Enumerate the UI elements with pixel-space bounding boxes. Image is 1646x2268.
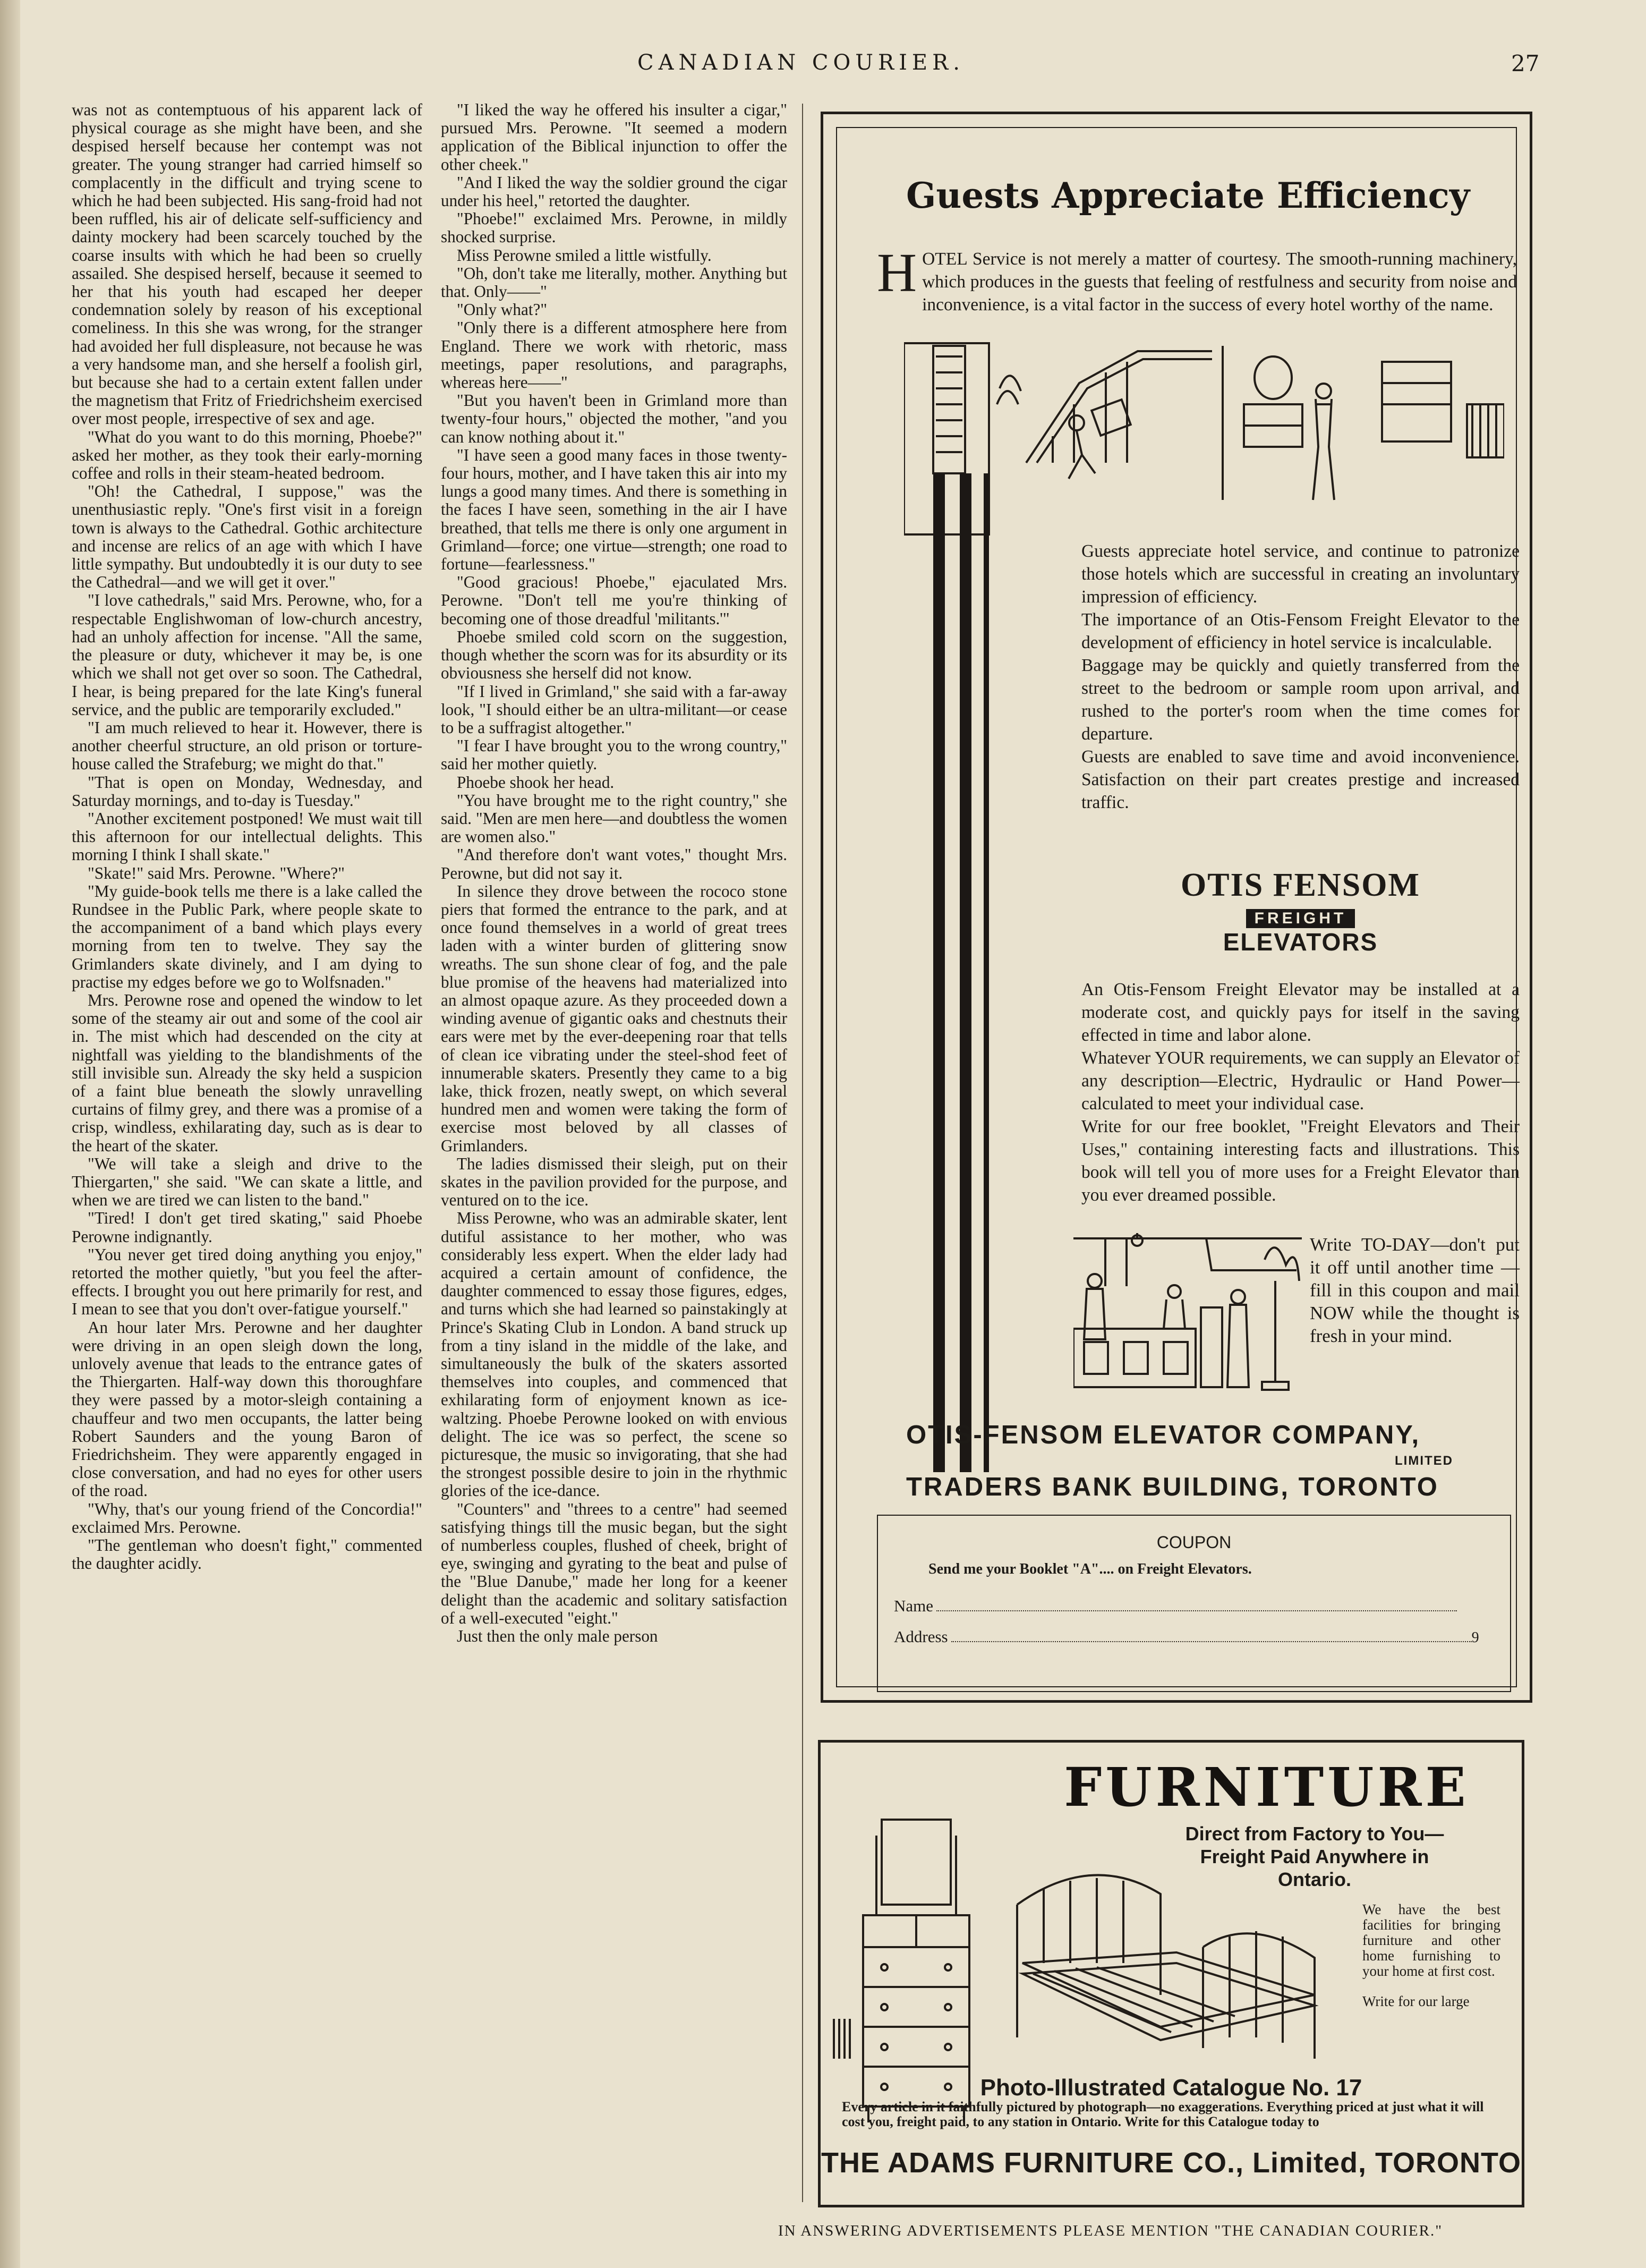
ad-paragraph: Write for our free booklet, "Freight Elevators and Their Uses," containing interesting facts and illustrations. This book will tell you of more uses for a Freight Elevator than you ever dreamed possible.: [1081, 1117, 1520, 1205]
furniture-ad-sidebar: [1362, 1902, 1500, 2024]
story-paragraph: was not as contemptuous of his apparent lack of physical courage as she might have been, and she despised herself because her contempt was not greater. The young stranger had carried himself so complacently in the difficult and trying scene to which he had been subjected. His sang-froid had not been ruffled, his air of delicate self-sufficiency and dainty mockery had been scarcely touched by the coarse insults with which he had been so cruelly assailed. She despised herself, because it seemed to her that his youth had escaped her deeper condemnation solely by reason of his exceptional comeliness. In this she was wrong, for the stranger had avoided her full displeasure, not because he was a very handsome man, and she herself a foolish girl, but because she had to a certain extent fallen under the magnetism that Fritz of Friedrichsheim exercised over most people, irrespective of sex and age.: [72, 100, 422, 428]
catalogue-title: Photo-Illustrated Catalogue No. 17: [980, 2075, 1362, 2101]
ad-intro-text: OTEL Service is not merely a matter of courtesy. The smooth-running machinery, which produces in the guests that feeling of restfulness and security from noise and inconvenience, is a vital factor in the success of every hotel worthy of the name.: [922, 249, 1517, 315]
story-paragraph: "You never get tired doing anything you enjoy," retorted the mother quietly, "but you feel the after-effects. I brought you out here primarily for rest, and I mean to see that you don't over-fatigue yourself.": [72, 1245, 422, 1319]
ad-paragraph: The importance of an Otis-Fensom Freight Elevator to the development of efficiency in hotel service is incalculable.: [1081, 610, 1520, 652]
story-paragraph: "We will take a sleigh and drive to the Thiergarten," she said. "We can skate a little, and when we are tired we can listen to the band.": [72, 1154, 422, 1210]
story-paragraph: Just then the only male person: [457, 1627, 658, 1646]
coupon-request-line: Send me your Booklet "A".... on Freight Elevators.: [928, 1561, 1252, 1577]
company-limited: LIMITED: [1395, 1454, 1453, 1468]
brass-bed-illustration: [1001, 1836, 1331, 2064]
hotel-office-illustration: [1073, 1233, 1302, 1392]
furniture-ad-title: FURNITURE: [1064, 1756, 1470, 1819]
catalogue-description: Every article in it faithfully pictured by photograph—no exaggerations. Everything priced at just what it will cost you, freight paid, to any station in Ontario. Write for this Catalogue today to: [842, 2099, 1484, 2129]
page-number: 27: [1511, 50, 1540, 77]
ad-body: [1081, 540, 1520, 814]
story-paragraph: Miss Perowne smiled a little wistfully.: [457, 245, 712, 265]
ad-headline: Guests Appreciate Efficiency: [906, 175, 1470, 216]
ad-paragraph: Guests appreciate hotel service, and continue to patronize those hotels which are successful in creating an involuntary impression of efficiency.: [1081, 541, 1520, 607]
adams-furniture-ad: [818, 1740, 1524, 2207]
story-paragraph: "I am much relieved to hear it. However, there is another cheerful structure, an old prison or torture-house called the Strafeburg; we might do that.": [72, 718, 422, 774]
story-paragraph: "Phoebe!" exclaimed Mrs. Perowne, in mildly shocked surprise.: [441, 209, 787, 247]
story-paragraph: Phoebe smiled cold scorn on the suggestion, though whether the scorn was for its absurdity or its obviousness she herself did not know.: [441, 627, 787, 683]
story-paragraph: "That is open on Monday, Wednesday, and Saturday mornings, and to-day is Tuesday.": [72, 772, 422, 810]
story-paragraph: "I have seen a good many faces in those twenty-four hours, mother, and I have taken this air into my lungs a good many times. And there is something in the faces I have seen, something in the air I have breathed, that tells me there is only one argument in Grimland—force; one virtue—strength; one road to fortune—fearlessness.": [441, 445, 787, 574]
story-paragraph: "Why, that's our young friend of the Concordia!" exclaimed Mrs. Perowne.: [72, 1499, 422, 1536]
story-paragraph: "My guide-book tells me there is a lake called the Rundsee in the Public Park, where people skate to the accompaniment of a band which plays every morning from ten to twelve. They say the Grimlanders skate divinely, and I am dying to practise my edges before we go to Wolfsnaden.": [72, 881, 422, 991]
story-column-2: [441, 101, 787, 1645]
story-paragraph: Miss Perowne, who was an admirable skater, lent dutiful assistance to her mother, who was considerably less expert. When the elder lady had acquired a certain amount of confidence, the daughter commenced to essay those figures, edges, and turns which she had learned so painstakingly at Prince's Skating Club in London. A band struck up from a tiny island in the middle of the lake, and simultaneously the bulk of the skaters assorted themselves into couples, and commenced that exhilarating form of enjoyment known as ice-waltzing. Phoebe Perowne looked on with envious delight. The ice was so perfect, the scene so picturesque, the music so invigorating, that she had the strongest possible desire to join in the rhythmic glories of the ice-dance.: [441, 1209, 787, 1500]
story-paragraph: "Another excitement postponed! We must wait till this afternoon for our intellectual delights. This morning I think I shall skate.": [72, 809, 422, 864]
furniture-company-name: THE ADAMS FURNITURE CO., Limited, TORONTO: [821, 2147, 1521, 2179]
story-paragraph: "Oh! the Cathedral, I suppose," was the unenthusiastic reply. "One's first visit in a foreign town is always to the Cathedral. Gothic architecture and incense are relics of an age with which I have little sympathy. But undoubtedly it is our duty to see the Cathedral—and we will get it over.": [72, 482, 422, 592]
story-paragraph: "Counters" and "threes to a centre" had seemed satisfying things till the music began, but the sight of numberless couples, flushed of cheek, bright of eye, swinging and gyrating to the beat and pulse of the "Blue Danube," made her long for a keener delight than the academic and solitary satisfaction of a well-executed "eight.": [441, 1499, 787, 1627]
story-paragraph: "Good gracious! Phoebe," ejaculated Mrs. Perowne. "Don't tell me you're thinking of becoming one of those dreadful 'militants.'": [441, 573, 787, 628]
elevator-shaft-illustration: [904, 341, 1000, 1477]
name-fill-line[interactable]: [936, 1610, 1457, 1611]
coupon-name-field[interactable]: [894, 1596, 1489, 1616]
story-paragraph: An hour later Mrs. Perowne and her daughter were driving in an open sleigh down the long, unlovely avenue that leads to the entrance gates of the Thiergarten. Half-way down this thoroughfare they were passed by a motor-sleigh containing a chauffeur and two men occupants, the latter being Robert Saunders and the young Baron of Friedrichsheim. They were apparently engaged in close conversation, and had no eyes for other users of the road.: [72, 1318, 422, 1500]
ad-body-2: [1081, 978, 1520, 1207]
company-address: TRADERS BANK BUILDING, TORONTO: [906, 1473, 1439, 1501]
story-paragraph: "Oh, don't take me literally, mother. Anything but that. Only——": [441, 264, 787, 301]
otis-fensom-ad: [821, 112, 1532, 1703]
story-paragraph: Phoebe shook her head.: [457, 772, 615, 792]
ad-paragraph: Guests are enabled to save time and avoid inconvenience. Satisfaction on their part creates prestige and increased traffic.: [1081, 747, 1520, 812]
coupon-address-label: Address: [894, 1627, 948, 1646]
story-paragraph: "Only there is a different atmosphere here from England. There we work with rhetoric, mass meetings, paper resolutions, and paragraphs, whereas here——": [441, 318, 787, 392]
brand-logo-name: OTIS FENSOM: [1181, 867, 1420, 903]
story-paragraph: Mrs. Perowne rose and opened the window to let some of the steamy air out and some of the cool air in. The mist which had descended on the city at nightfall was yielding to the blandishments of the still invisible sun. Already the sky held a suspicion of a faint blue beneath the slowly unravelling curtains of filmy grey, and there was a promise of a crisp, windless, exhilarating day, such as is dear to the heart of the skater.: [72, 990, 422, 1155]
ad-paragraph: Whatever YOUR requirements, we can supply an Elevator of any description—Electric, Hydraulic or Hand Power—calculated to meet your individual case.: [1081, 1048, 1520, 1114]
ad-intro: [877, 242, 1517, 316]
story-paragraph: "Skate!" said Mrs. Perowne. "Where?": [88, 863, 345, 882]
ad-call-to-action: Write TO-DAY—don't put it off until another time — fill in this coupon and mail NOW while the thought is fresh in your mind.: [1310, 1234, 1520, 1346]
page-spine-shadow: [0, 0, 20, 2268]
coupon-title: COUPON: [1156, 1533, 1232, 1552]
coupon-code: 9: [1471, 1629, 1479, 1646]
furniture-sidebar-text: We have the best facilities for bringing furniture and other home furnishing to your home at first cost.: [1362, 1901, 1500, 1979]
story-paragraph: "Only what?": [457, 300, 548, 319]
story-paragraph: "The gentleman who doesn't fight," commented the daughter acidly.: [72, 1536, 422, 1573]
story-paragraph: "What do you want to do this morning, Phoebe?" asked her mother, as they took their early-morning coffee and rolls in their steam-heated bedroom.: [72, 427, 422, 483]
furniture-ad-subtitle: Direct from Factory to You— Freight Paid Anywhere in Ontario.: [1185, 1823, 1444, 1890]
story-paragraph: The ladies dismissed their sleigh, put on their skates in the pavilion provided for the purpose, and ventured on to the ice.: [441, 1154, 787, 1210]
dresser-illustration: [831, 1814, 996, 2186]
page-footer: IN ANSWERING ADVERTISEMENTS PLEASE MENTION "THE CANADIAN COURIER.": [778, 2222, 1443, 2239]
address-fill-line[interactable]: [951, 1641, 1472, 1642]
story-paragraph: "But you haven't been in Grimland more than twenty-four hours," objected the mother, "and you can know nothing about it.": [441, 391, 787, 446]
story-paragraph: "I love cathedrals," said Mrs. Perowne, who, for a respectable Englishwoman of low-church ancestry, had an unholy affection for incense. "All the same, the pleasure or duty, whichever it may be, is one which we shall not get over so soon. The Cathedral, I hear, is being prepared for the late King's funeral service, and the public are temporarily excluded.": [72, 591, 422, 719]
story-paragraph: "And therefore don't want votes," thought Mrs. Perowne, but did not say it.: [441, 845, 787, 882]
brand-freight-label: FREIGHT: [1246, 909, 1355, 928]
story-paragraph: "I fear I have brought you to the wrong country," said her mother quietly.: [441, 736, 787, 774]
story-paragraph: "You have brought me to the right country," she said. "Men are men here—and doubtless the women are women also.": [441, 791, 787, 846]
furniture-sidebar-text: Write for our large: [1362, 1993, 1470, 2009]
story-paragraph: "And I liked the way the soldier ground the cigar under his heel," retorted the daughter.: [441, 173, 787, 210]
ad-paragraph: Baggage may be quickly and quietly transferred from the street to the bedroom or sample room upon arrival, and rushed to the porter's room when the time comes for departure.: [1081, 656, 1520, 744]
ad-paragraph: An Otis-Fensom Freight Elevator may be installed at a moderate cost, and quickly pays for itself in the saving effected in time and labor alone.: [1081, 980, 1520, 1045]
story-paragraph: "Tired! I don't get tired skating," said Phoebe Perowne indignantly.: [72, 1209, 422, 1246]
running-title: CANADIAN COURIER.: [637, 50, 965, 75]
story-paragraph: "If I lived in Grimland," she said with a far-away look, "I should either be an ultra-militant—or cease to be a suffragist altogether.": [441, 682, 787, 737]
drop-cap: H: [877, 242, 917, 303]
story-paragraph: In silence they drove between the rococo stone piers that formed the entrance to the park, and at once found themselves in a world of great trees laden with a winter burden of glittering snow wreaths. The sun shone clear of fog, and the pale blue promise of the heavens had materialized into an almost opaque azure. As they proceeded down a winding avenue of gigantic oaks and chestnuts their ears were met by the ever-deepening roar that tells of clean ice vibrating under the steel-shod feet of innumerable skaters. Presently they came to a big lake, thick frozen, neatly swept, on which several hundred men and women were taking the form of exercise most beloved by all classes of Grimlanders.: [441, 881, 787, 1155]
story-paragraph: "I liked the way he offered his insulter a cigar," pursued Mrs. Perowne. "It seemed a modern application of the Biblical injunction to offer the other cheek.": [441, 100, 787, 174]
ad-inner-border: [836, 127, 1520, 1687]
order-coupon[interactable]: [877, 1515, 1511, 1692]
coupon-name-label: Name: [894, 1596, 934, 1615]
story-column-1: [72, 101, 422, 1573]
coupon-address-field[interactable]: [894, 1627, 1489, 1646]
page-header: [0, 50, 1646, 82]
company-name: OTIS-FENSOM ELEVATOR COMPANY,: [906, 1421, 1421, 1449]
brand-logo-freight: [1081, 909, 1520, 928]
adjacent-page-bleed: [1554, 372, 1646, 1913]
brand-logo-elevators: ELEVATORS: [1223, 928, 1378, 956]
column-rule: [802, 104, 803, 2202]
